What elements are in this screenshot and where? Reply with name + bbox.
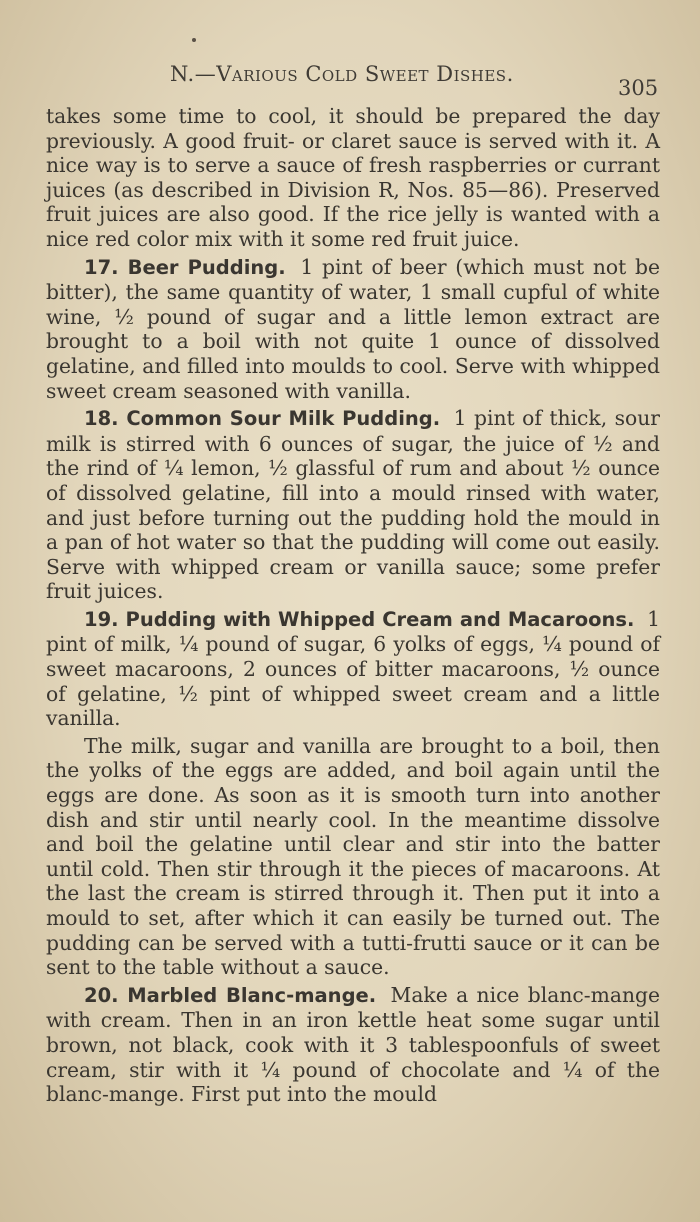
- page-header: [0, 62, 700, 102]
- recipe-19-method: The milk, sugar and vanilla are brought to a boil, then the yolks of the eggs are added, and boil again until the eggs are done. As soon as it is smooth turn into another dish and stir until nearly cool. In the meantime dissolve and boil the gelatine until clear and stir into the batter until cold. Then stir through it the pieces of macaroons. At the last the cream is stirred through it. Then put it into a mould to set, after which it can easily be turned out. The pudding can be served with a tutti-frutti sauce or it can be sent to the table without a sauce.: [46, 733, 660, 980]
- recipe-19-ingredients: 1 pint of milk, ¼ pound of sugar, 6 yolks of eggs, ¼ pound of sweet macaroons, 2 ounces of bitter macaroons, ½ ounce of gelatine, ½ pint of whipped sweet cream and a little vanilla.: [46, 606, 660, 731]
- page-body: [46, 104, 660, 1107]
- recipe-20: [46, 983, 660, 1107]
- recipe-17-title: 17. Beer Pudding.: [84, 255, 286, 279]
- recipe-17-text: 1 pint of beer (which must not be bitter), the same quantity of water, 1 small cupful of white wine, ½ pound of sugar and a little lemon extract are brought to a boil with not quite 1 ounce of dissolved gelatine, and filled into moulds to cool. Serve with whipped sweet cream seasoned with vanilla.: [46, 254, 660, 403]
- ink-speck: [192, 38, 196, 42]
- recipe-20-title: 20. Marbled Blanc-mange.: [84, 983, 377, 1007]
- page-number: 305: [618, 76, 659, 100]
- running-head: N.—Various Cold Sweet Dishes.: [170, 62, 514, 86]
- recipe-18: [46, 406, 660, 604]
- recipe-19-title: 19. Pudding with Whipped Cream and Macaroons.: [84, 607, 635, 631]
- recipe-20-text: Make a nice blanc-mange with cream. Then in an iron kettle heat some sugar until brown, not black, cook with it 3 tablespoonfuls of sweet cream, stir with it ¼ pound of chocolate and ¼ of the blanc-mange. First put into the mould: [46, 982, 661, 1107]
- recipe-19: [46, 607, 660, 731]
- recipe-17: [46, 255, 660, 404]
- recipe-18-text: 1 pint of thick, sour milk is stirred with 6 ounces of sugar, the juice of ½ and the rind of ¼ lemon, ½ glassful of rum and about ½ ounce of dissolved gelatine, fill into a mould rinsed with water, and just before turning out the pudding hold the mould in a pan of hot water so that the pudding will come out easily. Serve with whipped cream or vanilla sauce; some prefer fruit juices.: [46, 406, 660, 604]
- recipe-18-title: 18. Common Sour Milk Pudding.: [84, 407, 441, 431]
- continuation-paragraph: takes some time to cool, it should be prepared the day previously. A good fruit- or claret sauce is served with it. A nice way is to serve a sauce of fresh raspberries or currant juices (as described in Division R, Nos. 85—86). Preserved fruit juices are also good. If the rice jelly is wanted with a nice red color mix with it some red fruit juice.: [46, 104, 660, 251]
